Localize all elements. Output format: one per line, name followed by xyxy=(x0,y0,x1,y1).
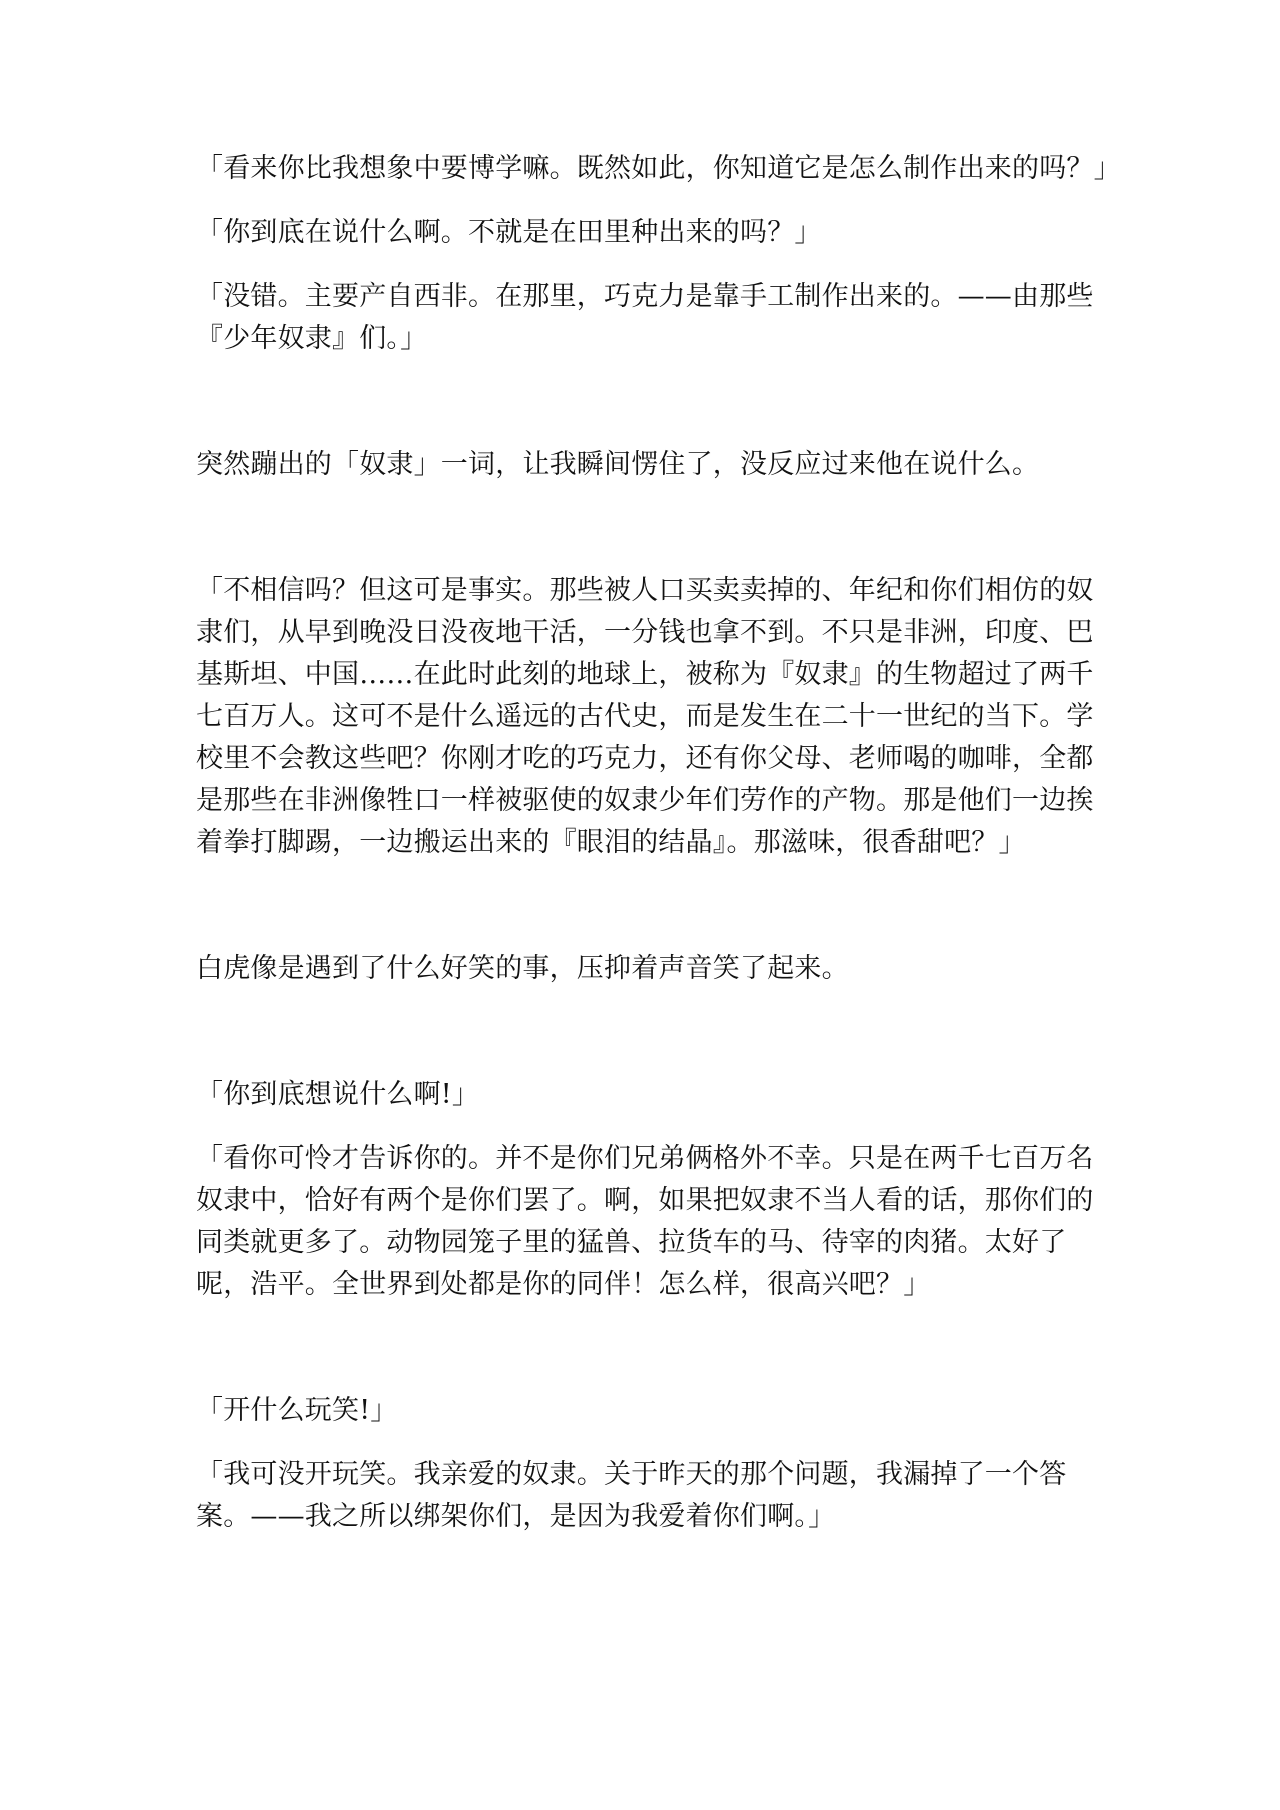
paragraph-narration-2: 白虎像是遇到了什么好笑的事，压抑着声音笑了起来。 xyxy=(196,953,849,984)
paragraph-dialogue-6: 「看你可怜才告诉你的。并不是你们兄弟俩格外不幸。只是在两千七百万名奴隶中，恰好有两个是你们罢了。啊，如果把奴隶不当人看的话，那你们的同类就更多了。动物园笼子里的猛兽、拉货车的马、待宰的肉猪。太好了呢，浩平。全世界到处都是你的同伴！怎么样，很高兴吧？」 xyxy=(196,1143,1094,1300)
paragraph-dialogue-5: 「你到底想说什么啊!」 xyxy=(196,1079,480,1110)
text-column xyxy=(196,148,1121,1538)
paragraph-narration-1: 突然蹦出的「奴隶」一词，让我瞬间愣住了，没反应过来他在说什么。 xyxy=(196,449,1040,480)
paragraph-dialogue-3: 「没错。主要产自西非。在那里，巧克力是靠手工制作出来的。——由那些『少年奴隶』们。」 xyxy=(196,281,1094,354)
paragraph-dialogue-2: 「你到底在说什么啊。不就是在田里种出来的吗？」 xyxy=(196,217,822,248)
paragraph-dialogue-4: 「不相信吗？但这可是事实。那些被人口买卖卖掉的、年纪和你们相仿的奴隶们，从早到晚没日没夜地干活，一分钱也拿不到。不只是非洲，印度、巴基斯坦、中国……在此时此刻的地球上，被称为『奴隶』的生物超过了两千七百万人。这可不是什么遥远的古代史，而是发生在二十一世纪的当下。学校里不会教这些吧？你刚才吃的巧克力，还有你父母、老师喝的咖啡，全都是那些在非洲像牲口一样被驱使的奴隶少年们劳作的产物。那是他们一边挨着拳打脚踢，一边搬运出来的『眼泪的结晶』。那滋味，很香甜吧？」 xyxy=(196,575,1094,858)
paragraph-dialogue-8: 「我可没开玩笑。我亲爱的奴隶。关于昨天的那个问题，我漏掉了一个答案。——我之所以绑架你们，是因为我爱着你们啊。」 xyxy=(196,1459,1067,1532)
paragraph-dialogue-7: 「开什么玩笑!」 xyxy=(196,1395,398,1426)
paragraph-dialogue-1: 「看来你比我想象中要博学嘛。既然如此，你知道它是怎么制作出来的吗？」 xyxy=(196,153,1121,184)
